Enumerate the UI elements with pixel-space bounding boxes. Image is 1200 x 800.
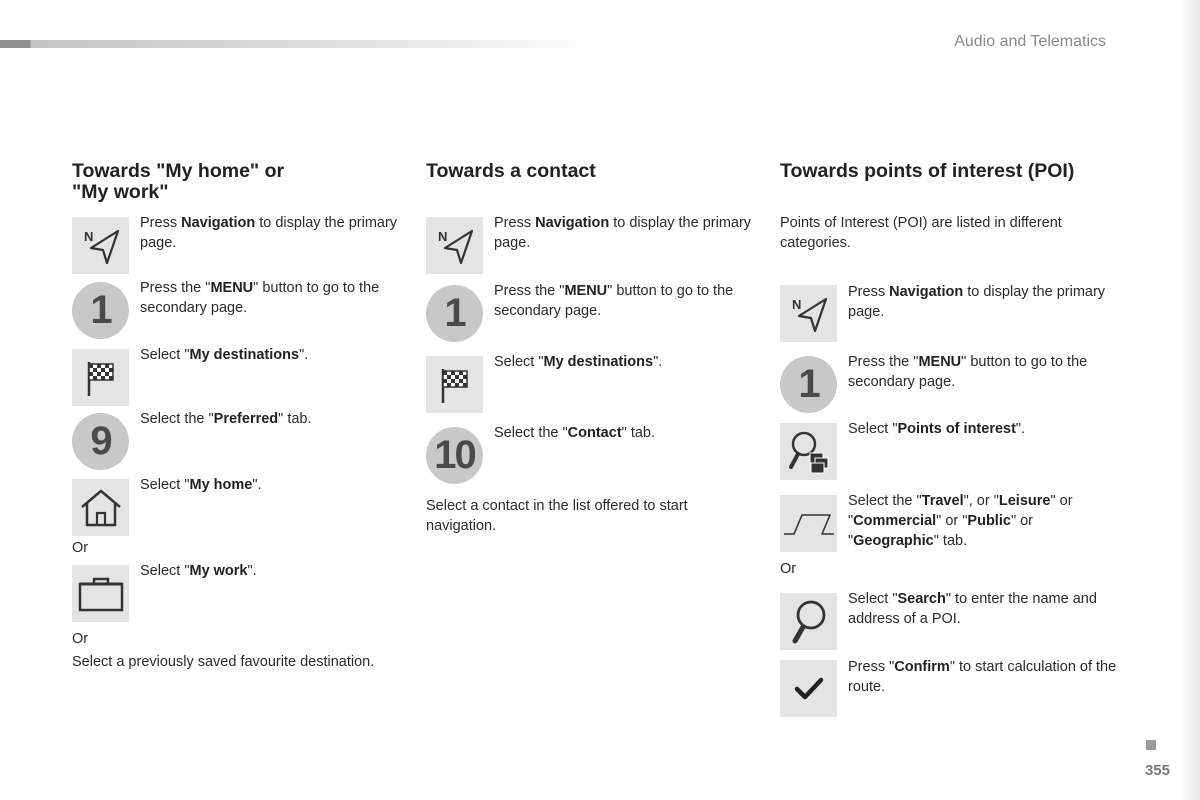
checkmark-icon [780,660,837,717]
navigation-icon [780,285,837,342]
column-poi [780,160,1120,695]
step-text: Press the "MENU" button to go to the secondary page. [140,280,380,316]
step-text: Select "My work". [140,563,257,579]
svg-text:N: N [83,228,93,244]
briefcase-icon [72,565,129,622]
step-number-badge: 1 [780,356,837,413]
or-label: Or [72,631,89,647]
step-text: Select the "Contact" tab. [494,425,656,441]
page-edge [1182,0,1200,800]
step-text: Select "My destinations". [494,354,663,370]
search-icon [780,593,837,650]
svg-text:N: N [791,296,801,312]
step-number-badge: 10 [426,427,483,484]
navigation-icon [72,217,129,274]
page-number: 355 [1144,762,1170,779]
final-instruction: Select a previously saved favourite destination. [72,654,375,670]
step-text: Select "Points of interest". [848,421,1026,437]
step-text: Press the "MENU" button to go to the secondary page. [494,283,734,319]
poi-search-icon [780,423,837,480]
step-number-badge: 1 [72,282,129,339]
column-contact [426,160,766,534]
step-number-badge: 1 [426,285,483,342]
step-text: Press Navigation to display the primary page. [140,215,398,251]
step-text: Press Navigation to display the primary page. [494,215,752,251]
checkered-flag-icon [72,349,129,406]
step-text: Press the "MENU" button to go to the secondary page. [848,354,1088,390]
step-text: Select "Search" to enter the name and address of a POI. [848,591,1097,627]
step-text: Press "Confirm" to start calculation of the route. [848,659,1117,695]
page-marker [1146,740,1156,750]
step-text: Press Navigation to display the primary page. [848,284,1106,320]
svg-text:N: N [437,228,447,244]
or-label: Or [780,561,797,577]
step-text: Select the "Preferred" tab. [140,411,312,427]
header-gradient-bar [0,40,600,48]
category-tabs-icon [780,495,837,552]
column-title: Towards "My home" or "My work" [72,160,285,203]
column-title: Towards a contact [426,160,596,182]
navigation-icon [426,217,483,274]
step-text: Select "My home". [140,477,262,493]
section-title: Audio and Telematics [954,33,1106,50]
step-text: Select the "Travel", or "Leisure" or "Commercial" or "Public" or "Geographic" tab. [848,493,1073,549]
checkered-flag-icon [426,356,483,413]
column-title: Towards points of interest (POI) [780,160,1075,182]
or-label: Or [72,540,89,556]
final-instruction: Select a contact in the list offered to start navigation. [426,498,688,534]
column-my-home-work [72,160,412,670]
step-text: Select "My destinations". [140,347,309,363]
step-number-badge: 9 [72,413,129,470]
home-icon [72,479,129,536]
intro-text: Points of Interest (POI) are listed in different categories. [780,215,1062,251]
